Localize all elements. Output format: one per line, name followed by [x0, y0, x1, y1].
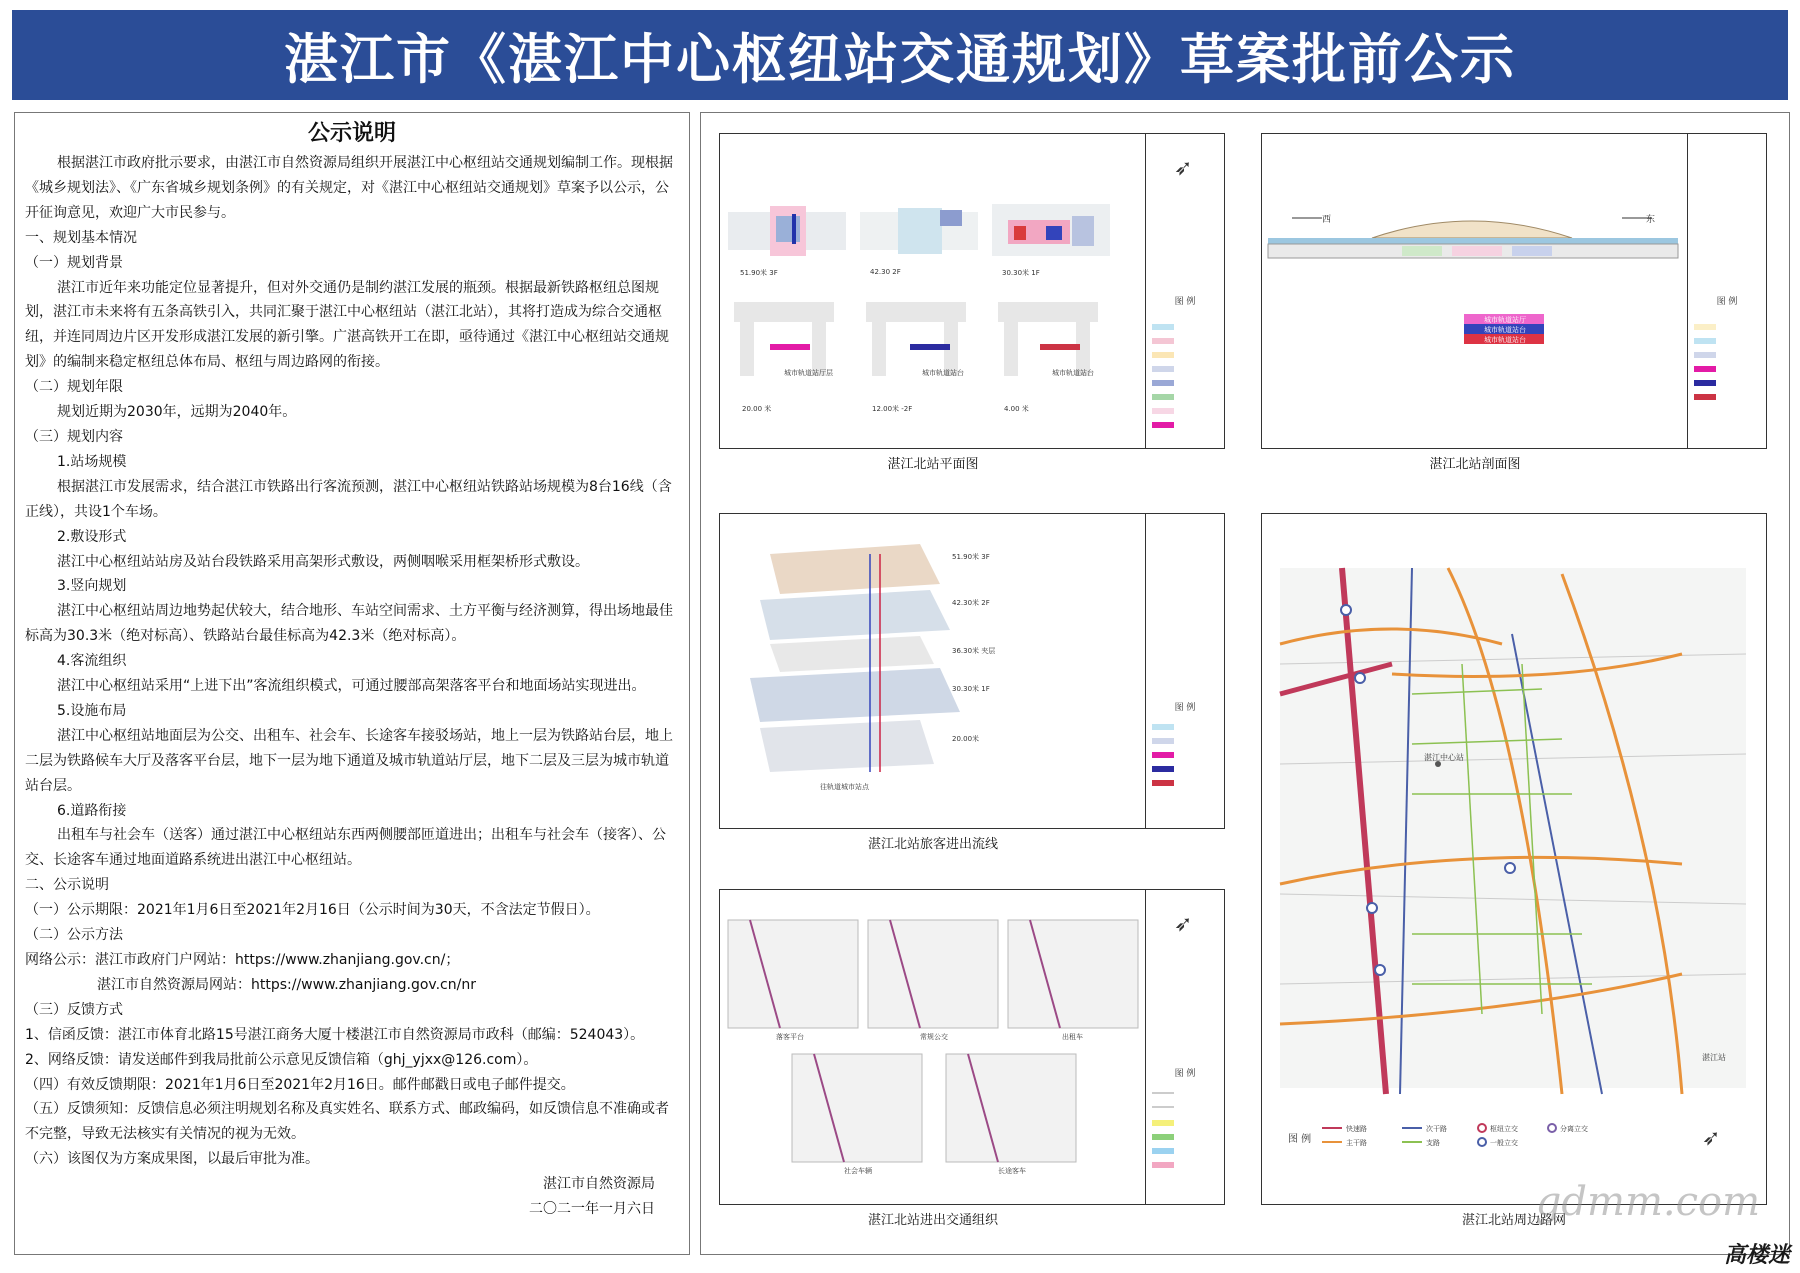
station-label: 湛江中心站	[1424, 753, 1464, 762]
traffic-drawing	[720, 890, 1146, 1204]
paragraph: （五）反馈须知：反馈信息必须注明规划名称及真实姓名、联系方式、邮政编码，如反馈信息不准确或者不完整，导致无法核实有关情况的视为无效。	[25, 1101, 669, 1143]
section-legend	[1687, 134, 1766, 448]
map-label: 社会车辆	[844, 1167, 872, 1175]
legend-label: 快速路	[1346, 1125, 1367, 1133]
level-label: 30.30米 1F	[1002, 269, 1040, 277]
intro-text: 根据湛江市政府批示要求，由湛江市自然资源局组织开展湛江中心枢纽站交通规划编制工作。现根据《城乡规划法》、《广东省城乡规划条例》的有关规定，对《湛江中心枢纽站交通规划》草案予以公示，公开征询意见，欢迎广大市民参与。	[25, 155, 673, 221]
legend-label: 枢纽立交	[1490, 1125, 1518, 1133]
flow-level-label: 36.30米 夹层	[952, 647, 996, 655]
signature-date: 二〇二一年一月六日	[529, 1201, 655, 1218]
map-label: 落客平台	[776, 1033, 804, 1041]
signature-org: 湛江市自然资源局	[543, 1176, 655, 1193]
notice-title: 公示说明	[307, 121, 396, 146]
flow-drawing	[720, 514, 1146, 828]
section-heading: 一、规划基本情况	[25, 229, 137, 246]
roads-map	[1262, 514, 1766, 1204]
traffic-legend	[1145, 890, 1224, 1204]
item-heading: 4.客流组织	[57, 653, 127, 670]
level-label: 51.90米 3F	[740, 269, 778, 277]
subsection-heading: （二）规划年限	[25, 379, 123, 396]
legend-swatch	[1694, 338, 1716, 344]
legend-swatch	[1152, 338, 1174, 344]
level-label: 20.00 米	[742, 405, 772, 413]
paragraph: 1、信函反馈：湛江市体育北路15号湛江商务大厦十楼湛江市自然资源局市政科（邮编：524043）。	[25, 1026, 645, 1043]
legend-label: 支路	[1426, 1139, 1440, 1147]
paragraph: 湛江市自然资源局网站：https://www.zhanjiang.gov.cn/nr	[97, 976, 476, 993]
station-label: 湛江站	[1702, 1053, 1726, 1062]
roads-figure	[1261, 513, 1767, 1205]
notice-panel	[14, 112, 690, 1255]
paragraph: 根据湛江市发展需求，结合湛江市铁路出行客流预测，湛江中心枢纽站铁路站场规模为8台16线（含正线），共设1个车场。	[25, 478, 672, 520]
legend-label: 主干路	[1346, 1139, 1367, 1147]
legend-title: 图 例	[1174, 1069, 1196, 1079]
legend-swatch	[1152, 1148, 1174, 1154]
flow-level-label: 51.90米 3F	[952, 553, 990, 561]
page-title: 湛江市《湛江中心枢纽站交通规划》草案批前公示	[12, 10, 1788, 100]
legend-title: 图 例	[1716, 297, 1738, 307]
map-label: 长途客车	[998, 1167, 1026, 1175]
legend-label: 次干路	[1426, 1125, 1447, 1133]
paragraph: 湛江中心枢纽站站房及站台段铁路采用高架形式敷设，两侧咽喉采用框架桥形式敷设。	[57, 553, 589, 570]
legend-swatch	[1152, 1134, 1174, 1140]
legend-title: 图 例	[1174, 703, 1196, 713]
subsection-heading: （三）规划内容	[25, 428, 123, 445]
legend-swatch	[1694, 352, 1716, 358]
legend-swatch	[1152, 394, 1174, 400]
paragraph: 湛江中心枢纽站采用“上进下出”客流组织模式，可通过腰部高架落客平台和地面场站实现进出。	[57, 678, 646, 695]
legend-swatch	[1694, 366, 1716, 372]
north-arrow-icon: ➶	[1702, 1126, 1721, 1151]
legend-swatch	[1152, 738, 1174, 744]
legend-swatch	[1152, 352, 1174, 358]
section-figure	[1261, 133, 1767, 449]
west-label: 西	[1322, 215, 1332, 225]
legend-swatch	[1152, 766, 1174, 772]
legend-swatch	[1152, 752, 1174, 758]
legend-swatch	[1152, 408, 1174, 414]
item-heading: 1.站场规模	[57, 453, 127, 470]
paragraph: （一）公示期限：2021年1月6日至2021年2月16日（公示时间为30天，不含法定节假日）。	[25, 902, 600, 919]
item-heading: 5.设施布局	[57, 702, 127, 719]
section-drawing	[1262, 134, 1688, 448]
item-heading: 3.竖向规划	[57, 578, 127, 595]
paragraph: 出租车与社会车（送客）通过湛江中心枢纽站东西两侧腰部匝道进出；出租车与社会车（接客）、公交、长途客车通过地面道路系统进出湛江中心枢纽站。	[25, 827, 666, 869]
flow-legend	[1145, 514, 1224, 828]
rail-tag: 城市轨道站台	[1052, 369, 1094, 377]
plan-figure	[719, 133, 1225, 449]
figure-caption: 湛江北站剖面图	[1429, 457, 1521, 472]
item-heading: 6.道路衔接	[57, 802, 127, 819]
flow-level-label: 30.30米 1F	[952, 685, 990, 693]
figure-caption: 湛江北站进出交通组织	[867, 1213, 998, 1228]
plan-drawing	[720, 134, 1146, 448]
flow-bottom-label: 往轨道城市站点	[820, 783, 869, 791]
north-arrow-icon: ➶	[1174, 156, 1193, 181]
paragraph: 湛江中心枢纽站地面层为公交、出租车、社会车、长途客车接驳场站，地上一层为铁路站台层，地上二层为铁路候车大厅及落客平台层，地下一层为地下通道及城市轨道站厅层，地下二层及三层为城市轨道站台层。	[25, 727, 673, 794]
legend-swatch	[1152, 1106, 1174, 1108]
legend-swatch	[1152, 366, 1174, 372]
legend-swatch	[1152, 324, 1174, 330]
rail-tag: 城市轨道站台	[922, 369, 964, 377]
legend-label: 一般立交	[1490, 1139, 1518, 1147]
legend-swatch	[1694, 324, 1716, 330]
paragraph: 网络公示：湛江市政府门户网站：https://www.zhanjiang.gov.cn/；	[25, 952, 460, 968]
rail-tag: 城市轨道站厅层	[784, 369, 833, 377]
north-arrow-icon: ➶	[1174, 912, 1193, 937]
level-label: 42.30 2F	[870, 268, 901, 276]
legend-swatch	[1152, 380, 1174, 386]
flow-level-label: 20.00米	[952, 735, 980, 743]
paragraph: 湛江中心枢纽站周边地势起伏较大，结合地形、车站空间需求、土方平衡与经济测算，得出场地最佳标高为30.3米（绝对标高）、铁路站台最佳标高为42.3米（绝对标高）。	[25, 603, 673, 645]
plan-level-2f	[860, 208, 978, 254]
item-heading: 2.敷设形式	[57, 528, 127, 545]
paragraph: 规划近期为2030年，远期为2040年。	[57, 404, 297, 421]
rail-platform-label: 城市轨道站台	[1484, 326, 1526, 334]
legend-swatch	[1152, 724, 1174, 730]
legend-swatch	[1694, 380, 1716, 386]
east-label: 东	[1646, 215, 1656, 225]
plan-legend	[1145, 134, 1224, 448]
plan-underground-levels	[734, 302, 1098, 376]
figure-caption: 湛江北站平面图	[887, 457, 979, 472]
subsection-heading: （三）反馈方式	[25, 1001, 123, 1018]
paragraph: 2、网络反馈：请发送邮件到我局批前公示意见反馈信箱（ghj_yjxx@126.com）。	[25, 1051, 538, 1068]
subsection-heading: （一）规划背景	[25, 254, 123, 271]
flow-figure	[719, 513, 1225, 829]
legend-label: 分离立交	[1560, 1125, 1588, 1133]
paragraph: 湛江市近年来功能定位显著提升，但对外交通仍是制约湛江发展的瓶颈。根据最新铁路枢纽总图规划，湛江市未来将有五条高铁引入，共同汇聚于湛江中心枢纽站（湛江北站），其将打造成为综合交通枢纽，并连同周边片区开发形成湛江发展的新引擎。广湛高铁开工在即，亟待通过《湛江中心枢纽站交通规划》的编制来稳定枢纽总体布局、枢纽与周边路网的衔接。	[25, 279, 669, 371]
map-label: 常规公交	[920, 1033, 948, 1041]
traffic-figure	[719, 889, 1225, 1205]
legend-swatch	[1152, 422, 1174, 428]
flow-level-label: 42.30米 2F	[952, 599, 990, 607]
paragraph: （六）该图仅为方案成果图，以最后审批为准。	[25, 1151, 319, 1168]
site-logo: 高楼迷	[1723, 1243, 1790, 1268]
legend-title: 图 例	[1174, 297, 1196, 307]
map-label: 出租车	[1062, 1033, 1083, 1041]
legend-swatch	[1152, 1120, 1174, 1126]
subsection-heading: （二）公示方法	[25, 927, 123, 944]
legend-swatch	[1152, 780, 1174, 786]
paragraph: （四）有效反馈期限：2021年1月6日至2021年2月16日。邮件邮戳日或电子邮件提交。	[25, 1076, 575, 1093]
legend-title: 图 例	[1288, 1134, 1312, 1145]
figures-panel	[700, 112, 1790, 1255]
section-heading: 二、公示说明	[25, 877, 109, 894]
watermark: gdmm.com	[1535, 1179, 1760, 1225]
level-label: 4.00 米	[1004, 405, 1029, 413]
level-label: 12.00米 -2F	[872, 405, 913, 413]
rail-platform-label: 城市轨道站台	[1484, 336, 1526, 344]
plan-level-1f	[992, 204, 1110, 256]
legend-swatch	[1152, 1092, 1174, 1094]
plan-level-3f	[728, 206, 846, 256]
figure-caption: 湛江北站周边路网	[1461, 1213, 1566, 1228]
legend-swatch	[1152, 1162, 1174, 1168]
legend-swatch	[1694, 394, 1716, 400]
figure-caption: 湛江北站旅客进出流线	[867, 837, 998, 852]
rail-hall-label: 城市轨道站厅	[1484, 316, 1526, 324]
